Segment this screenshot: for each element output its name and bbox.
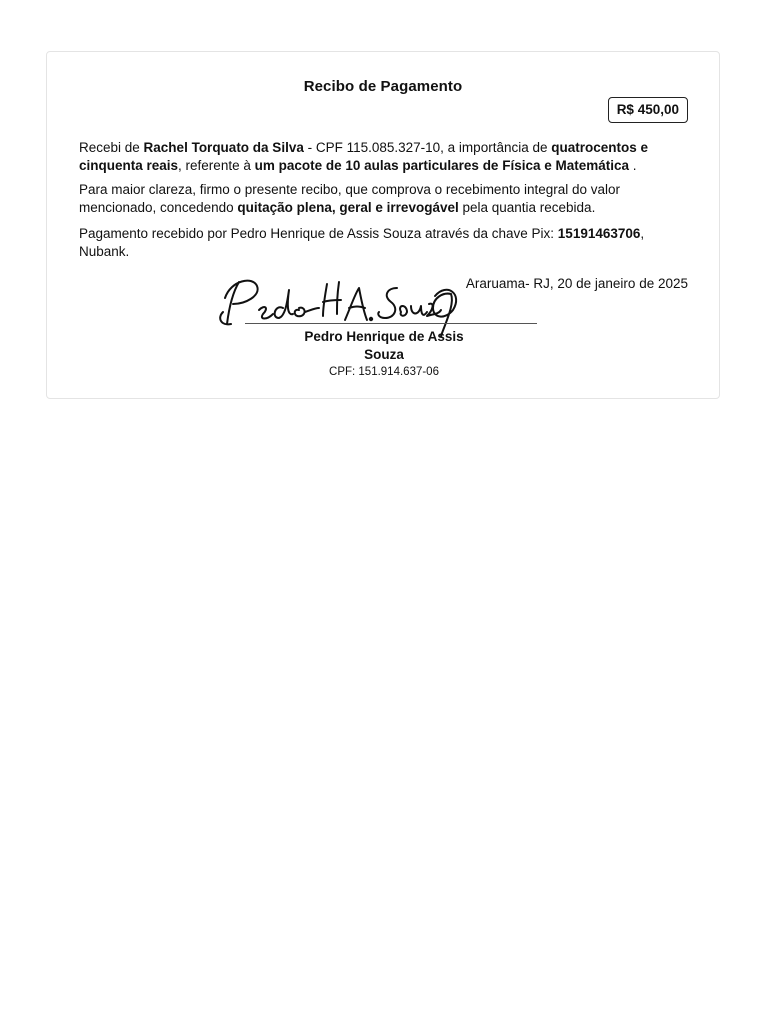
signature-line	[245, 323, 537, 324]
signer-name: Pedro Henrique de Assis Souza	[304, 329, 464, 362]
payment-paragraph	[79, 139, 689, 175]
amount-badge: R$ 450,00	[608, 97, 688, 123]
amount-in-words: quatrocentos e cinquenta reais	[79, 140, 649, 173]
paragraph-text: Para maior clareza, firmo o presente recibo, que comprova o recebimento integral do valor mencionado, concedendo	[79, 182, 621, 215]
receipt-card	[46, 51, 720, 399]
receipt-title: Recibo de Pagamento	[303, 78, 463, 95]
paragraph-text: Recebi de	[79, 140, 144, 155]
paragraph-text: - CPF 115.085.327-10, a importância de	[303, 140, 552, 155]
paragraph-text: Pagamento recebido por Pedro Henrique de Assis Souza através da chave Pix:	[79, 226, 558, 241]
clarity-paragraph	[79, 181, 689, 217]
payer-name: Rachel Torquato da Silva	[143, 140, 304, 155]
paragraph-text: , Nubank.	[79, 226, 645, 259]
discharge-clause: quitação plena, geral e irrevogável	[237, 200, 459, 215]
paragraph-text: pela quantia recebida.	[458, 200, 596, 215]
signer-cpf: CPF: 151.914.637-06	[329, 366, 439, 378]
pix-key: 15191463706	[557, 226, 641, 241]
paragraph-text: , referente à	[178, 158, 255, 173]
date-line: Araruama- RJ, 20 de janeiro de 2025	[465, 276, 688, 291]
paragraph-text: .	[629, 158, 637, 173]
pix-paragraph	[79, 225, 689, 261]
service-description: um pacote de 10 aulas particulares de Física e Matemática	[254, 158, 630, 173]
